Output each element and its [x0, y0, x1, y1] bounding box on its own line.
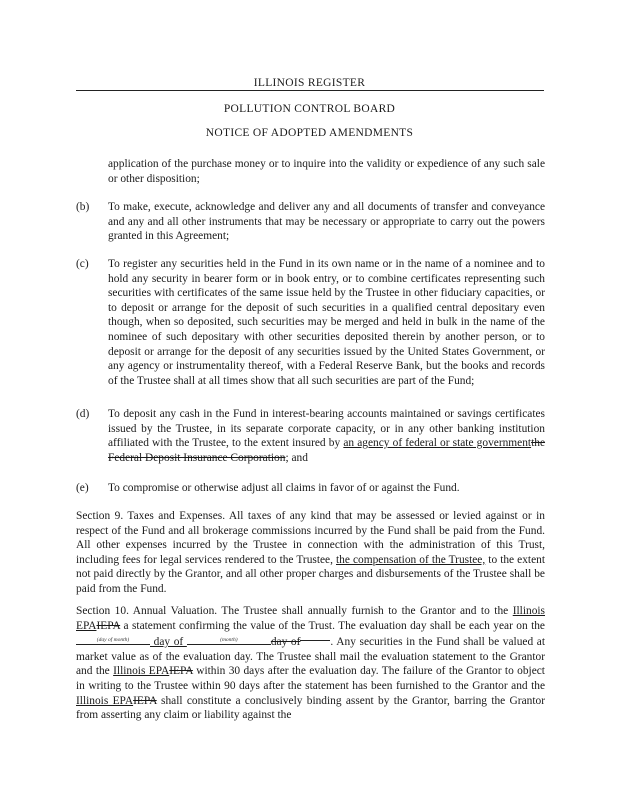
item-b-label: (b): [76, 201, 90, 213]
day-of-month-blank[interactable]: [76, 633, 150, 645]
deleted-blank: [300, 634, 330, 645]
month-blank[interactable]: [187, 633, 271, 645]
board-title: POLLUTION CONTROL BOARD: [223, 103, 396, 115]
section-9-main: Section 9. Taxes and Expenses. All taxes of any kind that may be assessed or levied against or in respect of the Fund and all brokerage commissions incurred by the Fund shall be paid from the Fund. All other expenses incurred by the Trustee in connection with the administration of this Trust, including fees for legal services rendered to the Trustee,: [76, 510, 545, 566]
item-d-deleted: the Federal Deposit Insurance Corporation: [108, 437, 546, 464]
section-10-text-6: shall constitute a conclusively binding assent by the Grantor, barring the Grantor from asserting any claim or liability against the: [76, 694, 545, 722]
section-10-inserted-3: Illinois EPA: [76, 694, 134, 707]
day-of-month-hint: (day of month): [96, 637, 130, 644]
item-b-text: To make, execute, acknowledge and deliver any and all documents of transfer and conveyance and any and all other instruments that may be necessary or appropriate to carry out the powers granted in this Agreement;: [108, 201, 545, 243]
item-e-text: To compromise or otherwise adjust all claims in favor of or against the Fund.: [108, 482, 460, 494]
register-title: ILLINOIS REGISTER: [253, 77, 366, 89]
item-c-label: (c): [76, 258, 89, 270]
item-d-label: (d): [76, 408, 90, 420]
notice-title: NOTICE OF ADOPTED AMENDMENTS: [205, 127, 414, 139]
section-10-inserted-1: Illinois EPA: [76, 605, 545, 632]
item-d-main: To deposit any cash in the Fund in interest-bearing accounts maintained or savings certificates issued by the Trustee, in its separate corporate capacity, or in any other banking institution affiliated with the Trustee, to the extent insured by: [108, 408, 545, 450]
item-d-inserted: an agency of federal or state government: [343, 437, 532, 450]
section-10-text-2: a statement confirming the value of the Trust. The evaluation day shall be each year on the: [120, 619, 545, 632]
intro-paragraph: application of the purchase money or to inquire into the validity or expedience of any such sale or other disposition;: [108, 158, 545, 185]
section-10-deleted-4: IEPA: [133, 694, 157, 707]
section-9-end: to the extent not paid directly by the Grantor, and all other proper charges and disbursements of the Trustee shall be paid from the Fund.: [76, 553, 545, 595]
section-9: [76, 509, 545, 597]
section-10-text-3: day of: [150, 636, 187, 649]
section-10-inserted-2: Illinois EPA: [113, 665, 170, 678]
header-rule: [76, 90, 544, 91]
section-9-inserted: the compensation of the Trustee,: [336, 553, 486, 566]
item-c-text: To register any securities held in the Fund in its own name or in the name of a nominee and to hold any security in bearer form or in book entry, or to combine certificates representing such securities with certificates of the same issue held by the Trustee in other fiduciary capacities, or to deposit or arrange for the deposit of such securities in a qualified central depositary even though, when so deposited, such securities may be merged and held in bulk in the name of the nominee of such depositary with other securities deposited therein by another person, or to deposit or arrange for the deposit of any securities issued by the United States Government, or any agency or instrumentality thereof, with a Federal Reserve Bank, but the books and records of the Trustee shall at all times show that all such securities are part of the Fund;: [108, 258, 545, 387]
item-d-end: ; and: [285, 451, 308, 464]
section-10-deleted-3: IEPA: [169, 665, 193, 678]
section-10-deleted-2: day of: [270, 636, 301, 649]
section-10-text-4: . Any securities in the Fund shall be valued at market value as of the evaluation day. The Trustee shall mail the evaluation statement to the Grantor and the: [76, 636, 545, 678]
section-10: [76, 604, 545, 723]
section-10-text-1: Section 10. Annual Valuation. The Trustee shall annually furnish to the Grantor and to the: [76, 605, 513, 617]
month-hint: (month): [220, 637, 238, 644]
item-d-text: [108, 407, 545, 465]
section-10-text-5: within 30 days after the evaluation day. The failure of the Grantor to object in writing to the Trustee within 90 days after the statement has been furnished to the Grantor and the: [76, 665, 545, 692]
item-e-label: (e): [76, 482, 89, 494]
section-10-deleted-1: IEPA: [96, 619, 121, 632]
